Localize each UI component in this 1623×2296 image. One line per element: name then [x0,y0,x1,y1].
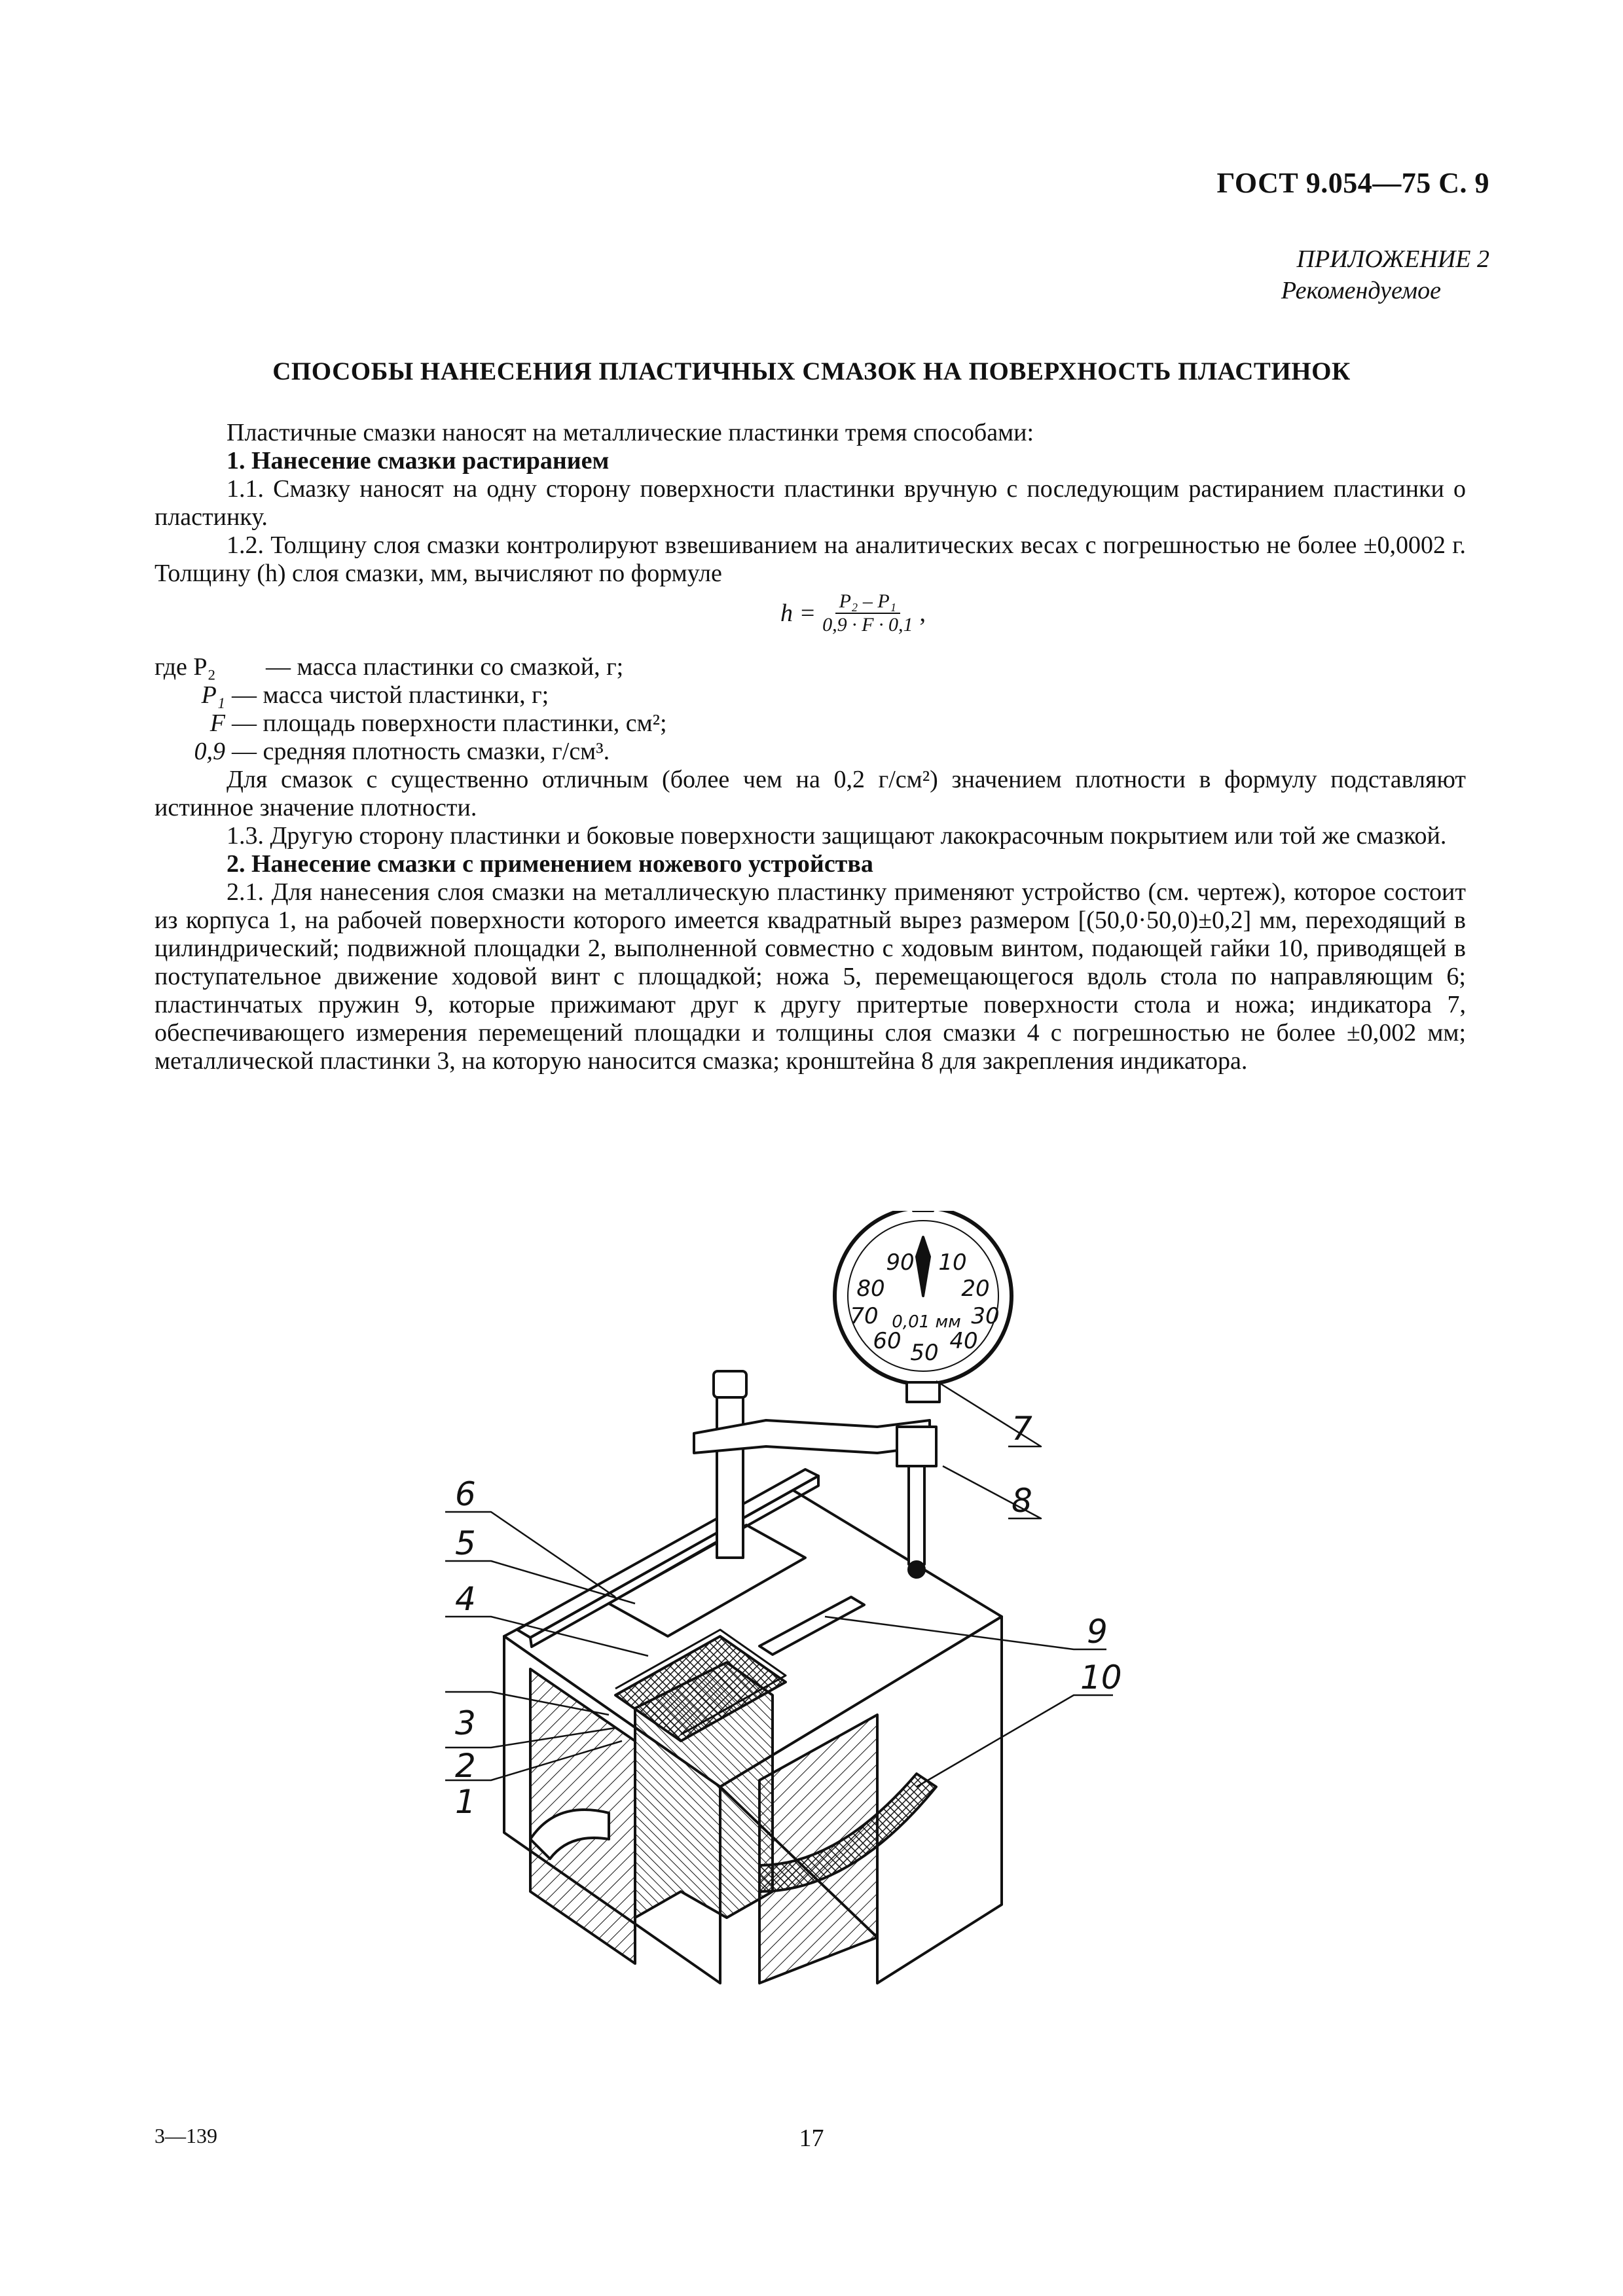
formula-denominator: 0,9 · F · 0,1 [822,614,913,636]
variable-list [155,653,1466,766]
paragraph-2-1: 2.1. Для нанесения слоя смазки на металлическую пластинку применяют устройство (см. чертеж), которое состоит из корпуса 1, на рабочей поверхности которого имеется квадратный вырез размером [(50,0·50,0)±0,2] мм, переходящий в цилиндрический; подвижной площадки 2, выполненной совместно с ходовым винтом, подающей гайки 10, приводящей в поступательное движение ходовой винт с площадкой; ножа 5, перемещающегося вдоль стола по направляющим 6; пластинчатых пружин 9, которые прижимают друг к другу притертые поверхности стола и ножа; индикатора 7, обеспечивающего измерения перемещений площадки и толщины слоя смазки 4 с погрешностью не более ±0,002 мм; металлической пластинки 3, на которую наносится смазка; кронштейна 8 для закрепления индикатора. [155,878,1466,1075]
callout-9: 9 [1087,1613,1108,1651]
dial-number: 50 [910,1340,939,1366]
section-1-heading: 1. Нанесение смазки растиранием [227,447,610,475]
appendix-block [1281,243,1489,306]
variable-row [155,653,1466,681]
body-text [155,419,1466,1075]
callout-8: 8 [1012,1482,1032,1520]
device-drawing [419,1211,1205,1996]
paragraph-1-2: 1.2. Толщину слоя смазки контролируют взвешиванием на аналитических весах с погрешностью не более ±0,0002 г. Толщину (h) слоя смазки, мм, вычисляют по формуле [155,531,1466,587]
variable-symbol: F [210,709,225,737]
formula-numerator: P₂ – P₁ [835,590,901,614]
bracket-post [717,1388,743,1558]
callout-1: 1 [455,1783,476,1821]
formula-fraction [820,590,915,636]
page-number: 17 [799,2125,824,2152]
indicator-stem [909,1466,924,1564]
callout-2: 2 [455,1747,476,1785]
variable-symbol: 0,9 [194,738,225,765]
variable-description: — средняя плотность смазки, г/см³. [232,738,610,765]
variable-row [155,738,1466,766]
variable-description: — масса чистой пластинки, г; [232,681,549,709]
paragraph-density: Для смазок с существенно отличным (более чем на 0,2 г/см²) значением плотности в формулу подставляют истинное значение плотности. [155,766,1466,821]
callout-6: 6 [455,1475,476,1513]
paragraph-1-3: 1.3. Другую сторону пластинки и боковые поверхности защищают лакокрасочным покрытием или той же смазкой. [227,822,1447,850]
document-title: СПОСОБЫ НАНЕСЕНИЯ ПЛАСТИЧНЫХ СМАЗОК НА ПОВЕРХНОСТЬ ПЛАСТИНОК [272,357,1351,386]
formula [155,588,1466,653]
variable-row [155,681,1466,709]
intro-paragraph: Пластичные смазки наносят на металлические пластинки тремя способами: [227,419,1034,446]
formula-tail: , [919,599,926,627]
callout-5: 5 [455,1524,476,1562]
variable-symbol: где P₂ [155,653,216,681]
dial-number: 90 [886,1249,915,1276]
appendix-subtitle: Рекомендуемое [1281,277,1441,304]
callout-4: 4 [455,1580,476,1618]
variable-description: — площадь поверхности пластинки, см²; [232,709,667,737]
callout-10: 10 [1080,1659,1122,1696]
dial-number: 20 [961,1276,990,1302]
dial-number: 60 [873,1328,902,1354]
footer-code: 3—139 [155,2124,217,2147]
dial-number: 80 [856,1276,885,1302]
paragraph-1-1: 1.1. Смазку наносят на одну сторону поверхности пластинки вручную с последующим растиранием пластинки о пластинку. [155,475,1466,531]
dial-number: 30 [971,1303,1000,1329]
formula-lhs: h = [780,599,816,627]
dial-number: 70 [850,1303,879,1329]
variable-row [155,709,1466,738]
callout-3: 3 [455,1704,476,1742]
section-2-heading: 2. Нанесение смазки с применением ножевого устройства [227,850,873,878]
variable-description: — масса пластинки со смазкой, г; [266,653,624,681]
appendix-title: ПРИЛОЖЕНИЕ 2 [1296,245,1489,273]
document-code: ГОСТ 9.054—75 С. 9 [1216,167,1489,199]
dial-number: 10 [938,1249,967,1276]
dial-number: 40 [949,1328,978,1354]
dial-unit: 0,01 мм [892,1312,961,1332]
variable-symbol: P₁ [201,681,225,709]
callout-7: 7 [1012,1410,1032,1448]
